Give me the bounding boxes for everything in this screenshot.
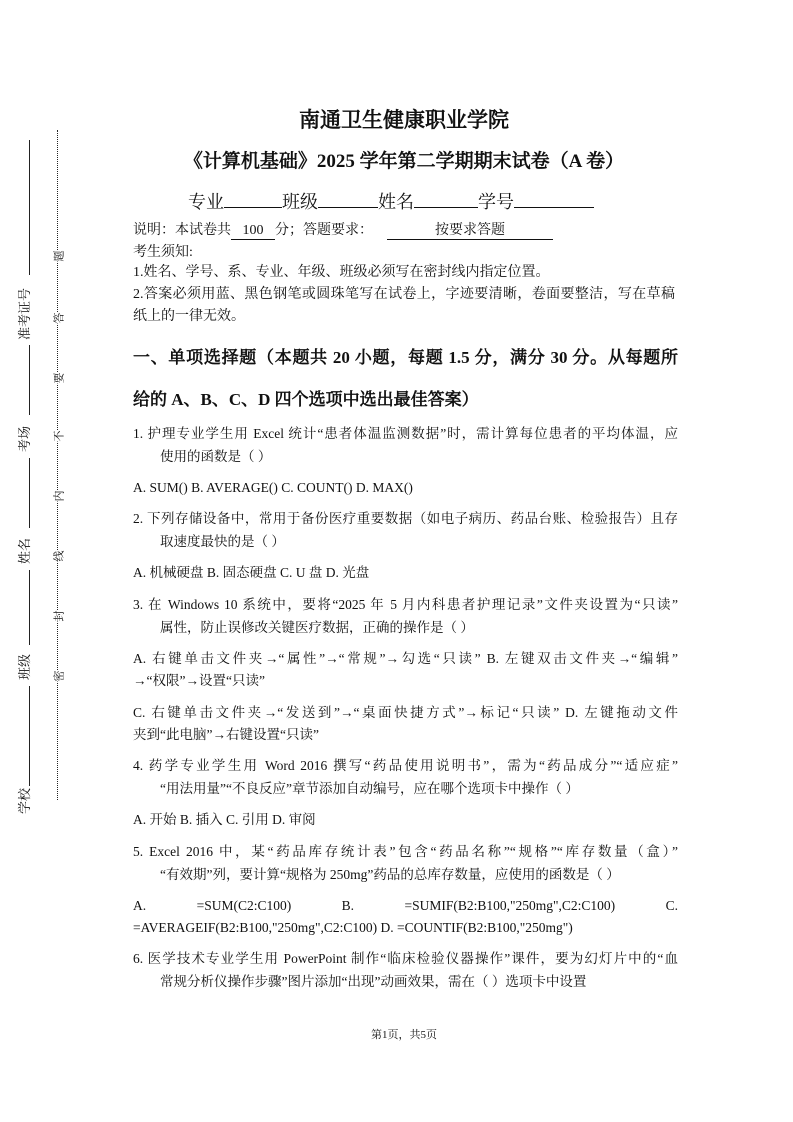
margin-label-class: 班级 [17,653,32,680]
field-id-blank[interactable] [514,189,594,208]
question-stem: 4. 药学专业学生用 Word 2016 撰写“药品使用说明书”，需为“药品成分”“适应症” [133,758,678,773]
field-class-blank[interactable] [318,189,378,208]
question-2 [133,507,678,553]
seal-char: 不 [51,431,67,442]
notice-item-2: 2.答案必须用蓝、黑色钢笔或圆珠笔写在试卷上，字迹要清晰，卷面要整洁，写在草稿纸上的一律无效。 [133,287,675,324]
question-3-option-cd-line2: 夹到“此电脑”→右键设置“只读” [133,727,319,742]
answer-requirement: 按要求答题 [387,222,553,240]
section1-title-line1: 一、单项选择题（本题共 20 小题，每题 1.5 分，满分 30 分。从每题所 [133,348,678,367]
field-name-label: 姓名 [378,192,414,212]
question-stem: 取速度最快的是（ ） [160,534,285,549]
field-class-label: 班级 [282,192,318,212]
seal-char: 答 [51,313,67,324]
notice-title: 考生须知: [133,245,193,260]
margin-line-school [29,686,30,786]
field-id-label: 学号 [478,192,514,212]
page-number: 第1页，共5页 [371,1029,437,1041]
seal-char: 封 [51,611,67,622]
margin-label-exam-id: 准考证号 [17,287,32,340]
question-stem: 6. 医学技术专业学生用 PowerPoint 制作“临床检验仪器操作”课件，要为幻灯片中的“血 [133,951,678,966]
margin-line-room [29,345,30,415]
margin-label-name: 姓名 [17,537,32,564]
margin-label-room: 考场 [17,425,32,452]
question-6 [133,947,678,993]
section1-title-line2: 给的 A、B、C、D 四个选项中选出最佳答案） [133,390,479,409]
seal-char: 要 [51,373,67,384]
question-5-options-line1: A. =SUM(C2:C100) B. =SUMIF(B2:B100,"250mg",C2:C100) C. [133,898,678,913]
total-score: 100 [231,222,275,240]
question-4-options: A. 开始 B. 插入 C. 引用 D. 审阅 [133,812,316,827]
notice-item-1: 1.姓名、学号、系、专业、年级、班级必须写在密封线内指定位置。 [133,265,550,280]
question-stem: “用法用量”“不良反应”章节添加自动编号，应在哪个选项卡中操作（ ） [160,781,579,796]
seal-char: 题 [51,251,67,262]
question-1 [133,422,678,468]
field-major-label: 专业 [188,192,224,212]
question-stem: “有效期”列，要计算“规格为 250mg”药品的总库存数量，应使用的函数是（ ） [160,867,620,882]
question-stem: 1. 护理专业学生用 Excel 统计“患者体温监测数据”时，需计算每位患者的平均体温，应 [133,426,678,441]
question-stem: 属性，防止误修改关键医疗数据，正确的操作是（ ） [160,620,474,635]
question-stem: 2. 下列存储设备中，常用于备份医疗重要数据（如电子病历、药品台账、检验报告）且存 [133,511,678,526]
question-1-options: A. SUM() B. AVERAGE() C. COUNT() D. MAX() [133,480,413,495]
question-2-options: A. 机械硬盘 B. 固态硬盘 C. U 盘 D. 光盘 [133,565,370,580]
exam-title: 《计算机基础》2025 学年第二学期期末试卷（A 卷） [183,151,625,172]
instructions-text: 说明：本试卷共 [133,223,231,238]
question-3-option-cd-line1: C. 右键单击文件夹→“发送到”→“桌面快捷方式”→标记“只读” D. 左键拖动文件 [133,705,678,720]
question-stem: 使用的函数是（ ） [160,449,272,464]
seal-char: 线 [51,551,67,562]
question-stem: 5. Excel 2016 中，某“药品库存统计表”包含“药品名称”“规格”“库存数量（盒）” [133,844,678,859]
margin-label-school: 学校 [17,787,32,814]
seal-char: 密 [51,671,67,682]
question-4 [133,754,678,800]
question-3 [133,593,678,639]
school-name: 南通卫生健康职业学院 [299,108,509,132]
question-5-options-line2: =AVERAGEIF(B2:B100,"250mg",C2:C100) D. =COUNTIF(B2:B100,"250mg") [133,920,573,935]
question-3-option-ab-line2: →“权限”→设置“只读” [133,673,265,688]
question-3-option-ab-line1: A. 右键单击文件夹→“属性”→“常规”→勾选“只读” B. 左键双击文件夹→“编辑” [133,651,678,666]
seal-char: 内 [51,491,67,502]
field-name-blank[interactable] [414,189,478,208]
question-stem: 常规分析仪操作步骤”图片添加“出现”动画效果，需在（ ）选项卡中设置 [160,974,587,989]
instructions-text: 分；答题要求： [275,223,373,238]
question-stem: 3. 在 Windows 10 系统中，要将“2025 年 5 月内科患者护理记录”文件夹设置为“只读” [133,597,678,612]
question-5 [133,840,678,886]
field-major-blank[interactable] [224,189,282,208]
seal-dotted-line [57,130,58,800]
margin-line-class [29,570,30,645]
margin-line-name [29,458,30,528]
student-info-fields [188,188,594,214]
instructions-line1 [133,220,675,242]
